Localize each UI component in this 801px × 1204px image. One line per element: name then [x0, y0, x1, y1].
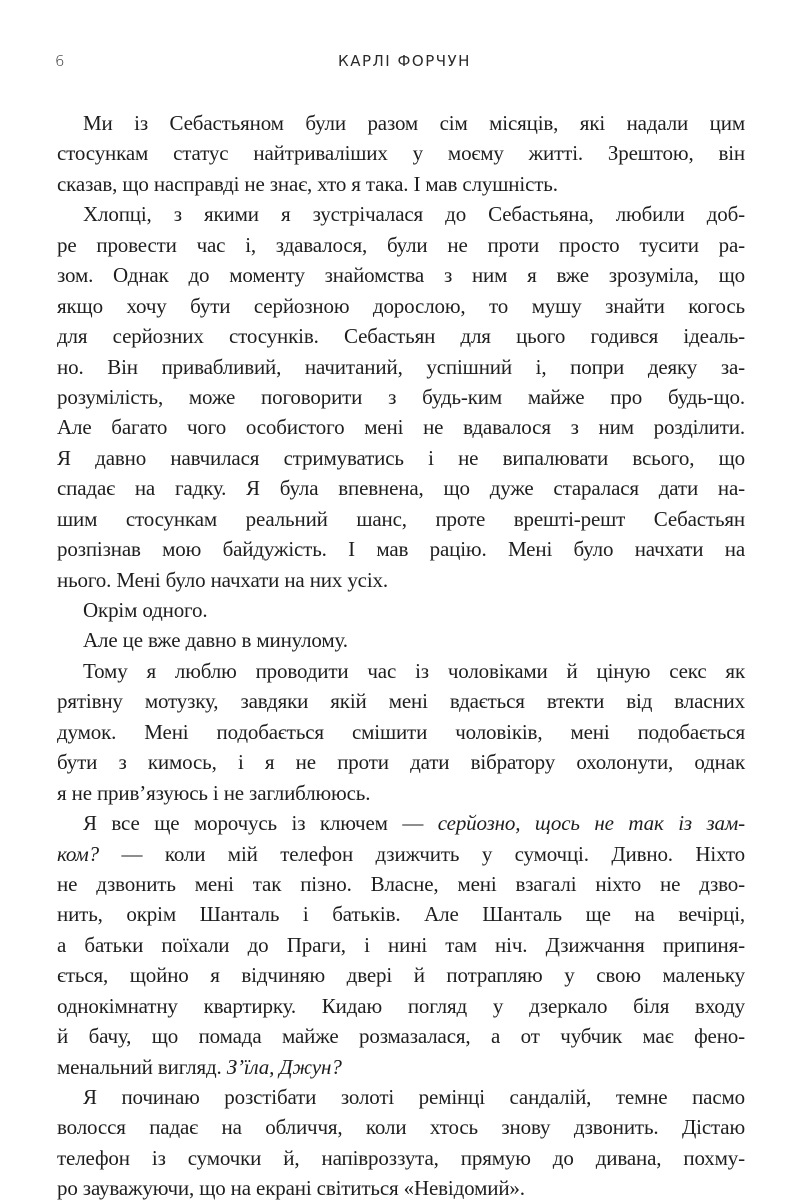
text-line [57, 1052, 745, 1082]
italic-run: З’їла, Джун? [226, 1054, 342, 1079]
text-line: ре провести час і, здавалося, були не проти просто тусити ра- [57, 232, 745, 257]
text-line: Окрім одного. [83, 598, 208, 622]
text-line: Тому я люблю проводити час із чоловіками й ціную секс як [83, 658, 745, 683]
text-line: телефон із сумочки й, напівроззута, прямую до дивана, похму- [57, 1145, 745, 1170]
italic-run: серйозно, щось не так із зам- [437, 811, 745, 836]
text-line: розпізнав мою байдужість. І мав рацію. Мені було начхати на [57, 537, 745, 562]
text-line: нього. Мені було начхати на них усіх. [57, 567, 388, 592]
text-line: волосся падає на обличчя, коли хтось знову дзвонить. Дістаю [57, 1115, 745, 1140]
italic-run: ком? [57, 841, 100, 866]
text-line: Хлопці, з якими я зустрічалася до Себастьяна, любили доб- [83, 202, 745, 227]
text-line: спадає на гадку. Я була впевнена, що дуже старалася дати на- [57, 476, 745, 501]
text-line: розумілість, може поговорити з будь-ким майже про будь-що. [57, 384, 745, 409]
text-line: Я починаю розстібати золоті ремінці сандалій, темне пасмо [83, 1085, 745, 1109]
text-line: бути з кимось, і я не проти дати вібратору охолонути, однак [57, 750, 745, 775]
book-author: КАРЛІ ФОРЧУН [338, 52, 471, 70]
text-line [57, 839, 745, 869]
text-line: Але багато чого особистого мені не вдавалося з ним розділити. [57, 415, 745, 440]
text-line: Я давно навчилася стримуватись і не випалювати всього, що [57, 445, 745, 470]
text-run: Я все ще морочусь із ключем — [83, 811, 438, 836]
text-line: сказав, що насправді не знає, хто я така. І мав слушність. [57, 171, 558, 196]
running-header [0, 52, 801, 76]
text-line: думок. Мені подобається смішити чоловіків, мені подобається [57, 719, 745, 744]
text-line: зом. Однак до моменту знайомства з ним я вже зрозуміла, що [57, 263, 745, 288]
text-line: не дзвонить мені так пізно. Власне, мені взагалі ніхто не дзво- [57, 871, 745, 896]
text-line: нить, окрім Шанталь і батьків. Але Шанталь ще на вечірці, [57, 902, 745, 927]
text-run: — коли мій телефон дзижчить у сумочці. Дивно. Ніхто [99, 841, 745, 866]
text-line: а батьки поїхали до Праги, і нині там ніч. Дзижчання припиня- [57, 932, 745, 957]
text-line [57, 808, 745, 838]
text-line: я не прив’язуюсь і не заглиблююсь. [57, 780, 371, 805]
text-line: однокімнатну квартирку. Кидаю погляд у дзеркало біля входу [57, 993, 745, 1018]
text-line: шим стосункам реальний шанс, проте врешті-решт Себастьян [57, 506, 745, 531]
text-line: ється, щойно я відчиняю двері й потрапляю у свою маленьку [57, 963, 745, 988]
text-line: Але це вже давно в минулому. [83, 628, 348, 653]
text-line: для серйозних стосунків. Себастьян для цього годився ідеаль- [57, 324, 745, 349]
text-line: й бачу, що помада майже розмазалася, а от чубчик має фено- [57, 1024, 745, 1049]
text-line: якщо хочу бути серйозною дорослою, то мушу знайти когось [57, 293, 745, 318]
text-run: менальний вигляд. [57, 1054, 227, 1079]
text-line: рятівну мотузку, завдяки якій мені вдається втекти від власних [57, 689, 745, 714]
text-line: но. Він привабливий, начитаний, успішний і, попри деяку за- [57, 354, 745, 379]
text-line: Ми із Себастьяном були разом сім місяців, які надали цим [83, 111, 745, 135]
text-line: ро зауважуючи, що на екрані світиться «Невідомий». [57, 1176, 525, 1201]
text-line: стосункам статус найтриваліших у моєму житті. Зрештою, він [57, 141, 745, 166]
body-text [57, 108, 745, 1204]
page-number: 6 [55, 52, 67, 70]
